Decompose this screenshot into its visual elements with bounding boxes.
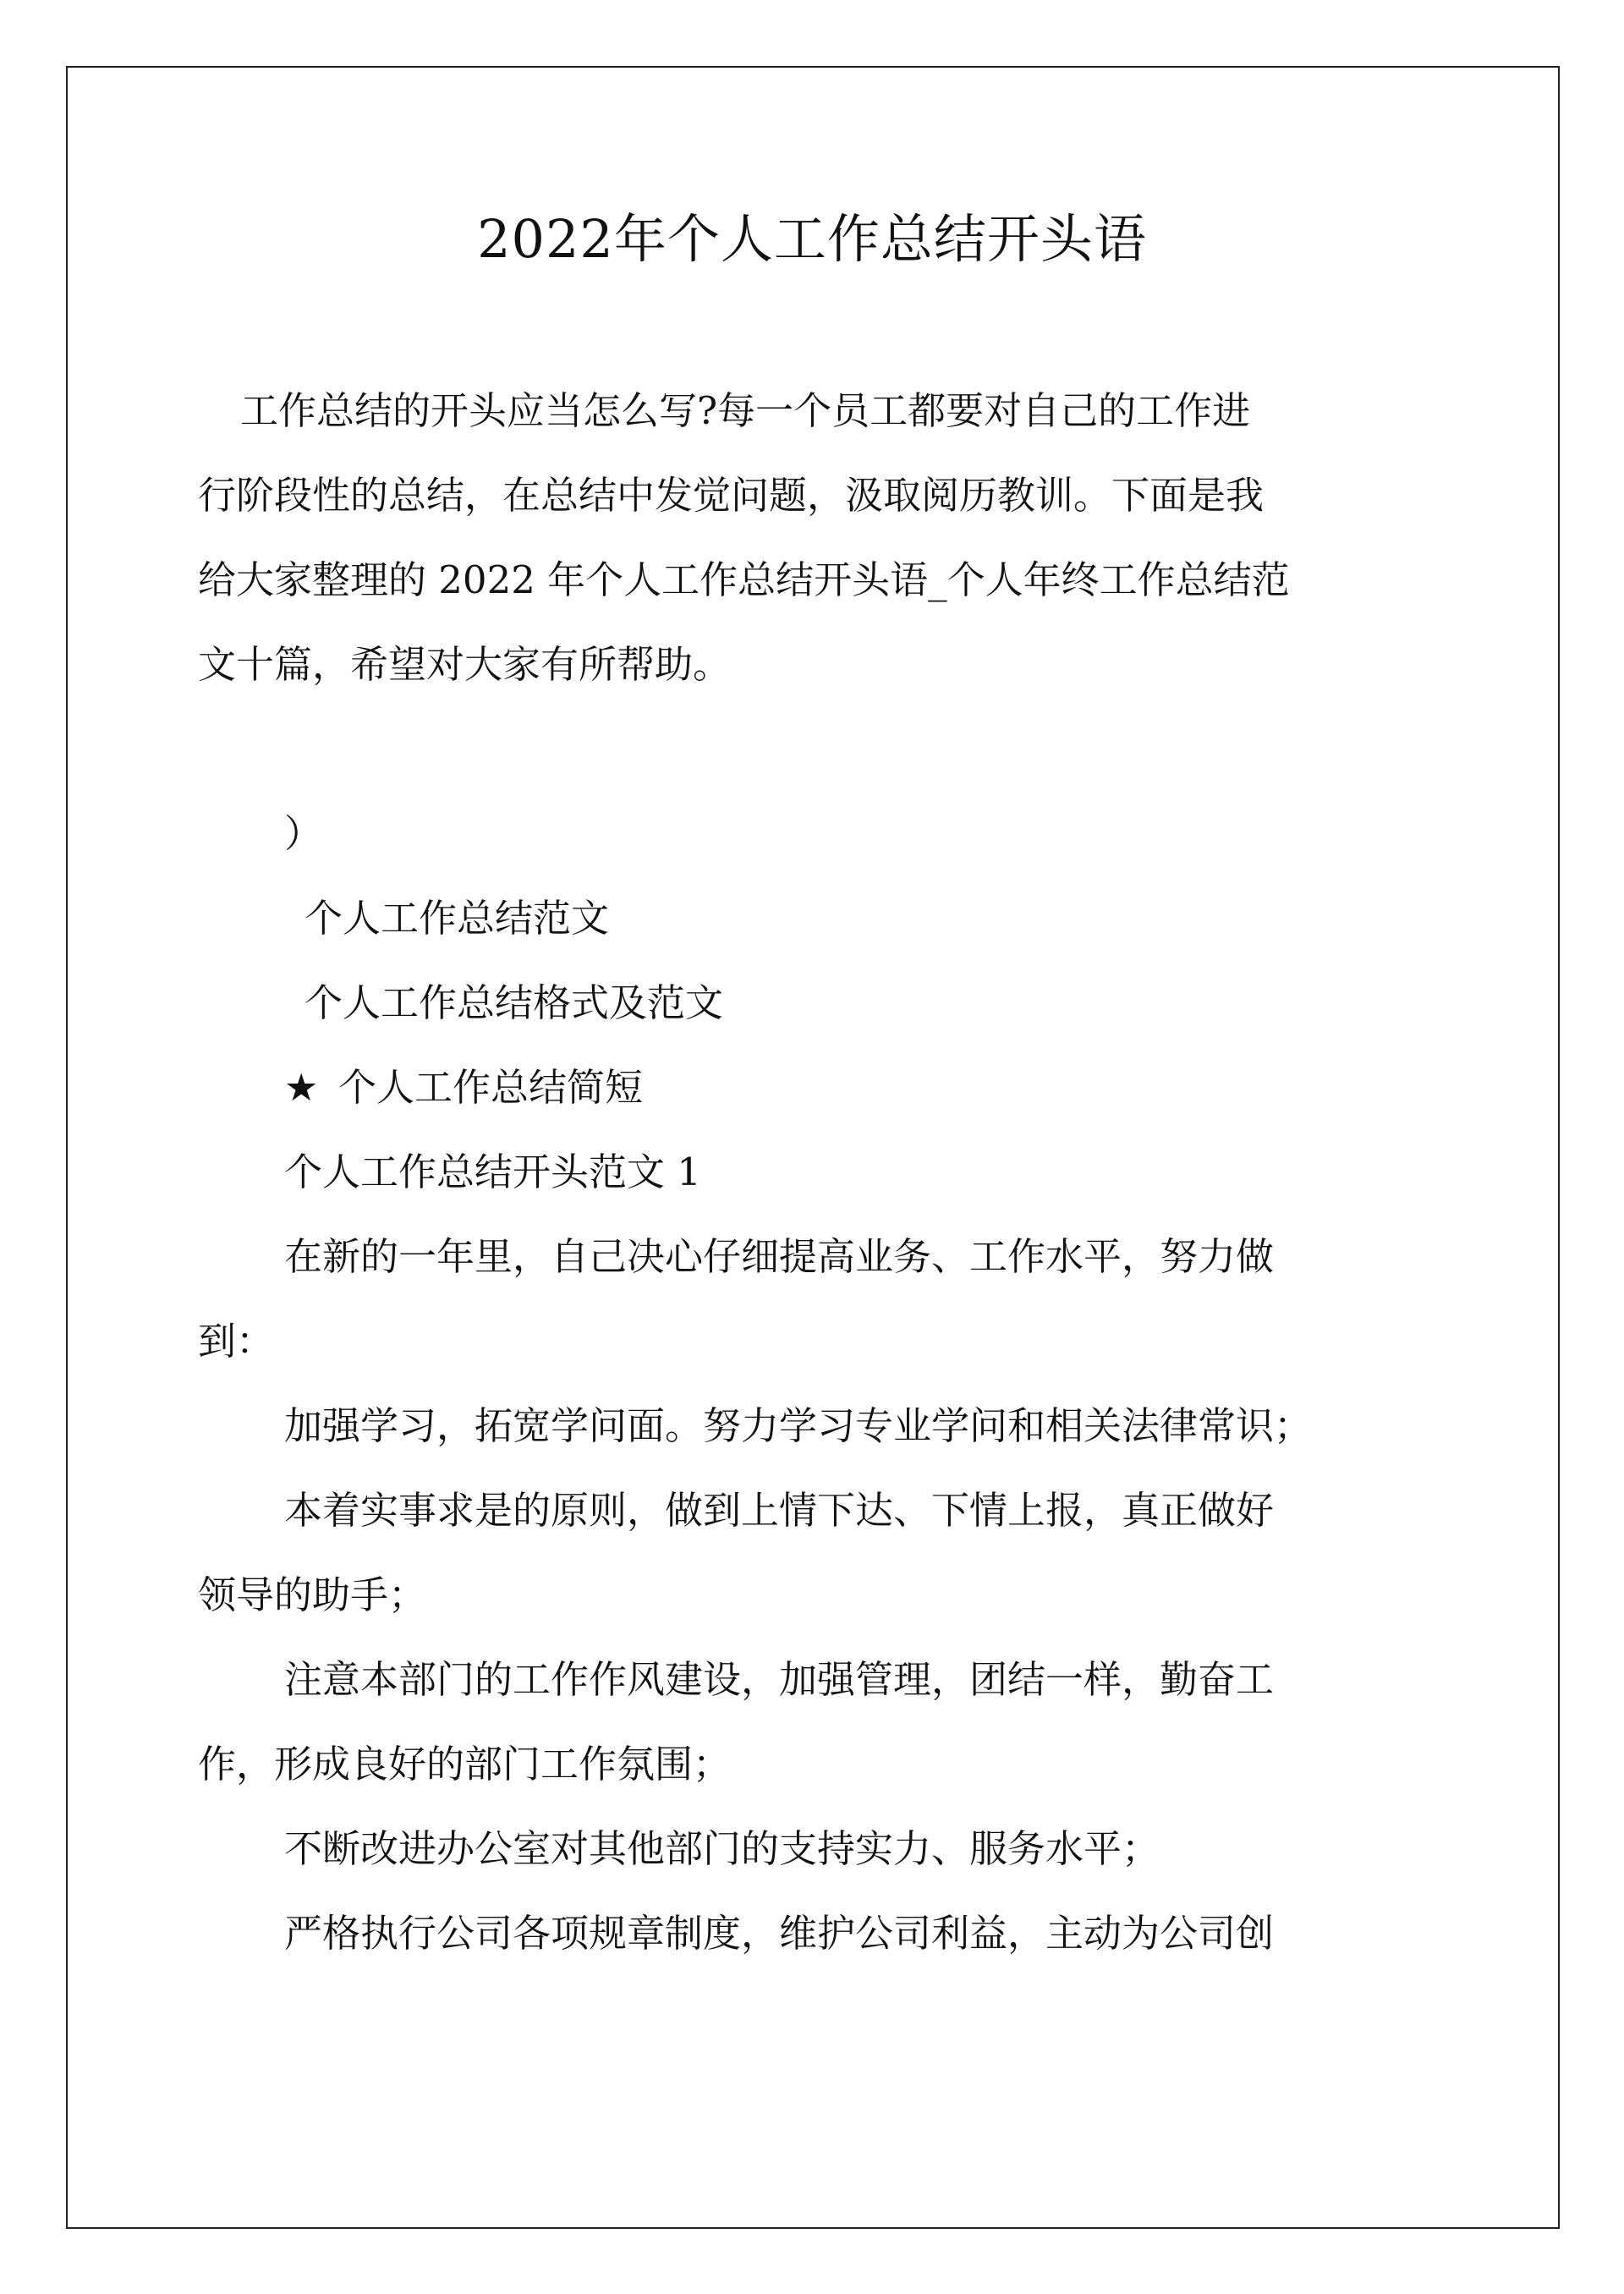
link-label: 个人工作总结简短: [338, 1065, 644, 1110]
intro-line-1: 工作总结的开头应当怎么写?每一个员工都要对自己的工作进: [240, 388, 1251, 433]
link-work-summary-samples[interactable]: 个人工作总结范文: [304, 896, 610, 941]
body-line-7: 作，形成良好的部门工作氛围；: [198, 1742, 732, 1786]
body-line-4: 本着实事求是的原则，做到上情下达、下情上报，真正做好: [284, 1488, 1275, 1533]
body-line-3: 加强学习，拓宽学问面。努力学习专业学问和相关法律常识；: [284, 1403, 1313, 1448]
intro-line-3: 给大家整理的 2022 年个人工作总结开头语_个人年终工作总结范: [198, 557, 1290, 602]
link-work-summary-short[interactable]: [284, 1061, 643, 1115]
link-work-summary-format[interactable]: 个人工作总结格式及范文: [304, 980, 724, 1025]
intro-line-2: 行阶段性的总结，在总结中发觉问题，汲取阅历教训。下面是我: [198, 473, 1265, 518]
body-line-9: 严格执行公司各项规章制度，维护公司利益，主动为公司创: [284, 1911, 1275, 1956]
body-line-1: 在新的一年里，自己决心仔细提高业务、工作水平，努力做: [284, 1234, 1275, 1279]
intro-line-4: 文十篇，希望对大家有所帮助。: [198, 642, 732, 687]
body-line-2: 到：: [198, 1319, 275, 1364]
star-icon: ★: [284, 1065, 319, 1110]
body-line-5: 领导的助手；: [198, 1572, 427, 1617]
section-heading: 个人工作总结开头范文 1: [284, 1150, 701, 1194]
body-line-8: 不断改进办公室对其他部门的支持实力、服务水平；: [284, 1826, 1160, 1871]
closing-paren: ）: [284, 811, 323, 856]
document-title: 2022年个人工作总结开头语: [477, 208, 1147, 270]
body-line-6: 注意本部门的工作作风建设，加强管理，团结一样，勤奋工: [284, 1657, 1275, 1702]
